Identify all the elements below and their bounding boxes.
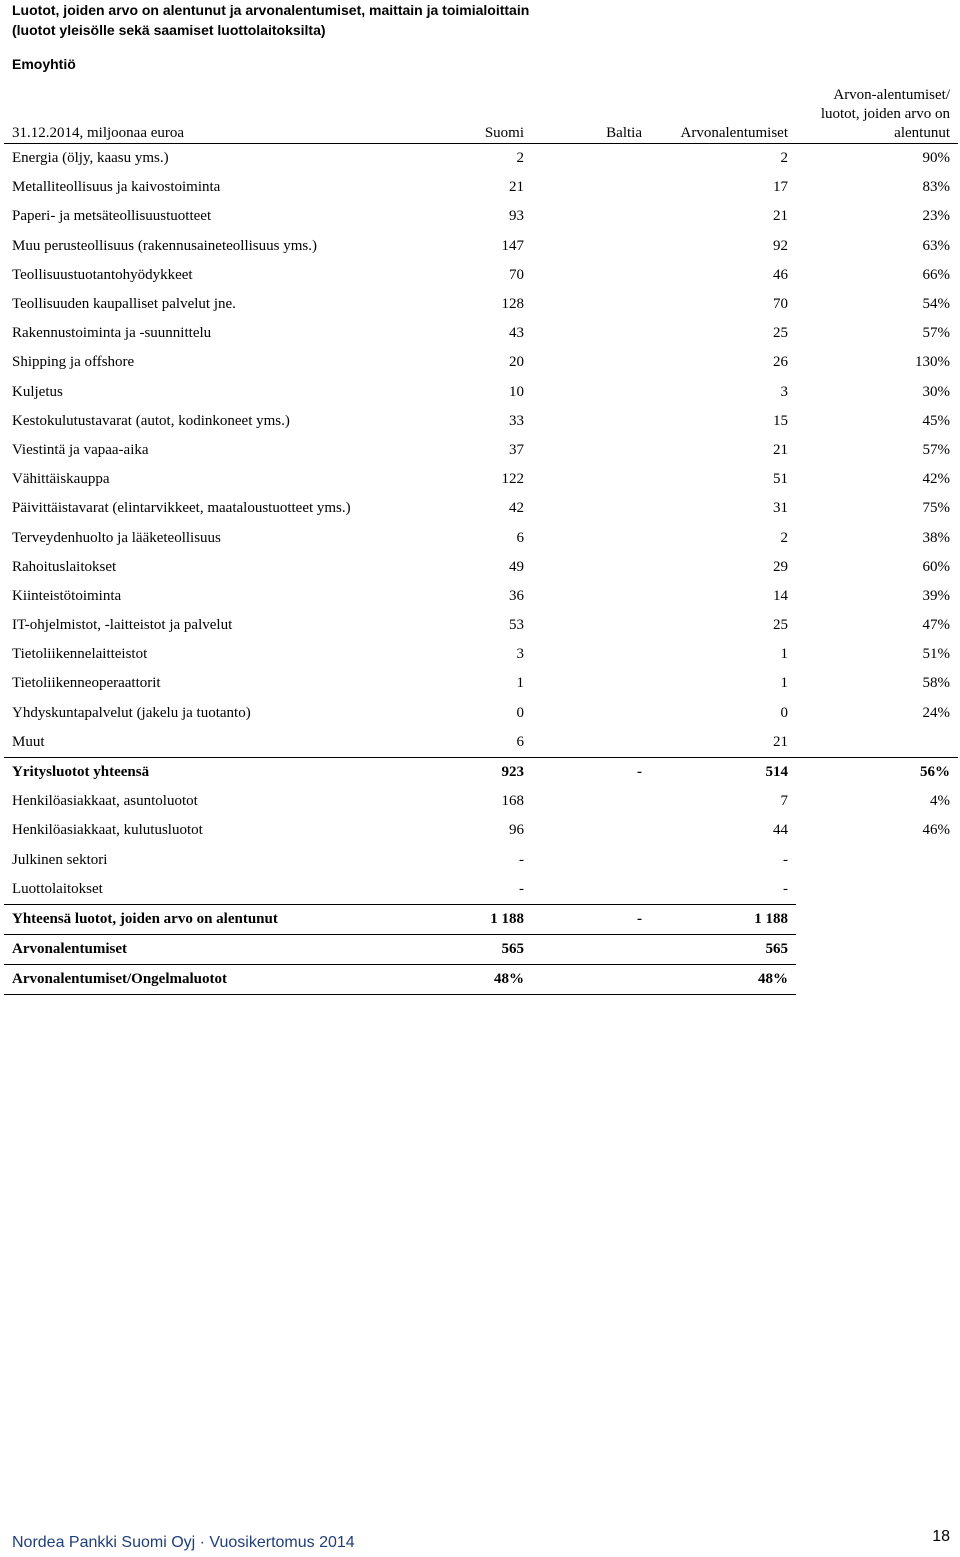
table-cell: 1 188 [650,904,796,934]
table-cell: 2 [780,529,788,546]
table-cell: 63% [922,237,950,254]
entity-subtitle: Emoyhtiö [12,56,76,72]
table-cell: Arvonalentumiset/Ongelmaluotot [4,965,434,995]
table-cell: - [519,851,524,868]
table-cell: 39% [922,587,950,604]
table-cell [532,611,650,640]
total-row [4,904,958,934]
report-title [12,0,529,40]
table-cell: IT-ohjelmistot, -laitteistot ja palvelut [12,617,233,634]
table-row [4,173,958,202]
table-cell: 14 [773,587,788,604]
table-row [4,261,958,290]
table-row [4,875,958,905]
table-cell: 1 [780,646,788,663]
table-cell: 29 [773,558,788,575]
table-cell: Arvonalentumiset [4,935,434,965]
table-cell: 3 [516,646,524,663]
table-row [4,407,958,436]
table-cell: 1 [516,675,524,692]
table-cell: 60% [922,558,950,575]
table-cell: 57% [922,441,950,458]
table-row [4,290,958,319]
table-cell [532,465,650,494]
table-cell: 38% [922,529,950,546]
table-cell: 54% [922,296,950,313]
table-cell: 1 188 [434,904,532,934]
table-cell: 4% [930,793,950,810]
table-cell [532,846,650,875]
title-line-2: (luotot yleisölle sekä saamiset luottolaitoksilta) [12,22,326,38]
table-row [4,816,958,845]
table-cell: 90% [922,150,950,167]
table-cell: 48% [650,965,796,995]
table-cell: Teollisuustuotantohyödykkeet [12,266,193,283]
table-cell: 24% [922,704,950,721]
header-ratio-line-2: luotot, joiden arvo on [820,106,950,122]
table-cell [532,582,650,611]
table-cell: 70 [773,296,788,313]
table-cell: 57% [922,325,950,342]
table-cell: Luottolaitokset [12,880,103,897]
impaired-loans-table [4,86,958,995]
table-header-row [4,86,958,144]
table-row [4,232,958,261]
footer-text: Nordea Pankki Suomi Oyj · Vuosikertomus 2014 [12,1534,355,1551]
table-row [4,319,958,348]
table-cell [532,816,650,845]
table-cell: 58% [922,675,950,692]
table-cell: 46% [922,822,950,839]
table-cell: 92 [773,237,788,254]
table-cell: - [783,851,788,868]
table-cell [532,553,650,582]
table-cell: 70 [509,266,524,283]
table-cell: 7 [780,793,788,810]
table-row [4,669,958,698]
table-cell: 6 [516,529,524,546]
table-cell: 21 [773,441,788,458]
table-row [4,144,958,174]
page-number: 18 [932,1528,950,1545]
table-cell: Paperi- ja metsäteollisuustuotteet [12,208,212,225]
table-cell: 6 [516,733,524,750]
table-cell [532,436,650,465]
table-cell: 21 [773,733,788,750]
table-cell: 3 [780,383,788,400]
table-cell: 23% [922,208,950,225]
table-cell: Päivittäistavarat (elintarvikkeet, maataloustuotteet yms.) [12,500,351,517]
table-row [4,640,958,669]
table-cell: 147 [501,237,524,254]
table-row [4,787,958,816]
table-cell: 514 [650,757,796,787]
table-cell: 46 [773,266,788,283]
impairments-row [4,935,958,965]
table-cell: Vähittäiskauppa [12,471,110,488]
table-cell: Viestintä ja vapaa-aika [12,441,149,458]
table-cell: 21 [509,179,524,196]
table-cell [532,173,650,202]
table-cell: 15 [773,412,788,429]
table-cell [532,640,650,669]
header-ratio-line-3: alentunut [894,125,950,141]
table-cell [796,965,958,995]
table-cell [532,290,650,319]
table-cell: 37 [509,441,524,458]
header-suomi: Suomi [434,86,532,144]
table-cell [532,232,650,261]
table-cell: 565 [650,935,796,965]
table-row [4,436,958,465]
table-cell: Tietoliikenneoperaattorit [12,675,161,692]
table-cell: 56% [796,757,958,787]
table-cell [532,261,650,290]
table-cell: Tietoliikennelaitteistot [12,646,148,663]
table-cell: 30% [922,383,950,400]
table-row [4,523,958,552]
table-cell [532,875,650,905]
table-cell: 2 [516,150,524,167]
table-cell: Metalliteollisuus ja kaivostoiminta [12,179,221,196]
table-cell: 45% [922,412,950,429]
table-cell: 49 [509,558,524,575]
table-row [4,611,958,640]
table-cell [532,348,650,377]
table-cell: - [532,904,650,934]
table-cell: Muu perusteollisuus (rakennusaineteollisuus yms.) [12,237,317,254]
table-cell: - [519,880,524,897]
table-cell: Kestokulutustavarat (autot, kodinkoneet yms.) [12,412,290,429]
table-cell: Kuljetus [12,383,63,400]
header-baltia: Baltia [532,86,650,144]
table-cell: 25 [773,617,788,634]
table-cell: 66% [922,266,950,283]
table-row [4,465,958,494]
table-cell: 128 [501,296,524,313]
subtotal-row [4,757,958,787]
table-cell [532,523,650,552]
header-arvonalentumiset: Arvonalentumiset [650,86,796,144]
table-cell: 44 [773,822,788,839]
table-cell: 31 [773,500,788,517]
table-cell: - [532,757,650,787]
table-cell: 53 [509,617,524,634]
table-cell: Terveydenhuolto ja lääketeollisuus [12,529,221,546]
table-cell: 168 [501,793,524,810]
table-cell [796,935,958,965]
table-cell [532,669,650,698]
header-date-unit: 31.12.2014, miljoonaa euroa [4,86,434,144]
table-cell [532,144,650,174]
table-cell: Yritysluotot yhteensä [4,757,434,787]
table-cell: 42 [509,500,524,517]
table-cell: - [783,880,788,897]
table-cell: 51 [773,471,788,488]
table-cell [532,378,650,407]
table-cell: 33 [509,412,524,429]
table-cell: 10 [509,383,524,400]
table-cell: 51% [922,646,950,663]
table-cell [532,202,650,231]
table-cell [796,728,958,758]
table-cell: 93 [509,208,524,225]
table-cell [532,787,650,816]
table-cell [532,699,650,728]
table-cell: 43 [509,325,524,342]
table-row [4,553,958,582]
table-cell: 923 [434,757,532,787]
table-cell: 25 [773,325,788,342]
table-body [4,144,958,995]
table-cell [796,875,958,905]
table-cell [532,494,650,523]
table-cell: 1 [780,675,788,692]
table-row [4,378,958,407]
table-cell [796,846,958,875]
table-cell: 130% [915,354,950,371]
table-cell: 122 [501,471,524,488]
table-cell: 83% [922,179,950,196]
table-cell: 48% [434,965,532,995]
table-cell: 47% [922,617,950,634]
table-cell [532,728,650,758]
table-cell: Henkilöasiakkaat, asuntoluotot [12,793,198,810]
table-row [4,494,958,523]
table-cell: Kiinteistötoiminta [12,587,122,604]
table-cell: 2 [780,150,788,167]
table-cell [796,904,958,934]
table-cell: 42% [922,471,950,488]
table-cell: Rakennustoiminta ja -suunnittelu [12,325,212,342]
table-row [4,699,958,728]
table-cell [532,319,650,348]
table-cell: Muut [12,733,45,750]
table-cell [532,407,650,436]
table-cell [532,965,650,995]
table-cell: Rahoituslaitokset [12,558,117,575]
table-cell: 96 [509,822,524,839]
table-row [4,846,958,875]
ratio-row [4,965,958,995]
table-cell: Teollisuuden kaupalliset palvelut jne. [12,296,236,313]
table-cell: Shipping ja offshore [12,354,135,371]
table-cell: 565 [434,935,532,965]
title-line-1: Luotot, joiden arvo on alentunut ja arvonalentumiset, maittain ja toimialoittain [12,2,530,18]
table-cell: 21 [773,208,788,225]
table-cell: 17 [773,179,788,196]
table-cell: 20 [509,354,524,371]
table-cell [532,935,650,965]
header-ratio [796,86,958,144]
table-row [4,348,958,377]
table-cell: Henkilöasiakkaat, kulutusluotot [12,822,203,839]
table-cell: 26 [773,354,788,371]
table-cell: Julkinen sektori [12,851,108,868]
table-row [4,728,958,758]
table-cell: Energia (öljy, kaasu yms.) [12,150,169,167]
table-row [4,582,958,611]
table-cell: 0 [516,704,524,721]
table-cell: Yhteensä luotot, joiden arvo on alentunut [4,904,434,934]
table-cell: 0 [780,704,788,721]
table-cell: Yhdyskuntapalvelut (jakelu ja tuotanto) [12,704,251,721]
table-cell: 36 [509,587,524,604]
table-cell: 75% [922,500,950,517]
table-row [4,202,958,231]
header-ratio-line-1: Arvon-alentumiset/ [833,87,950,103]
